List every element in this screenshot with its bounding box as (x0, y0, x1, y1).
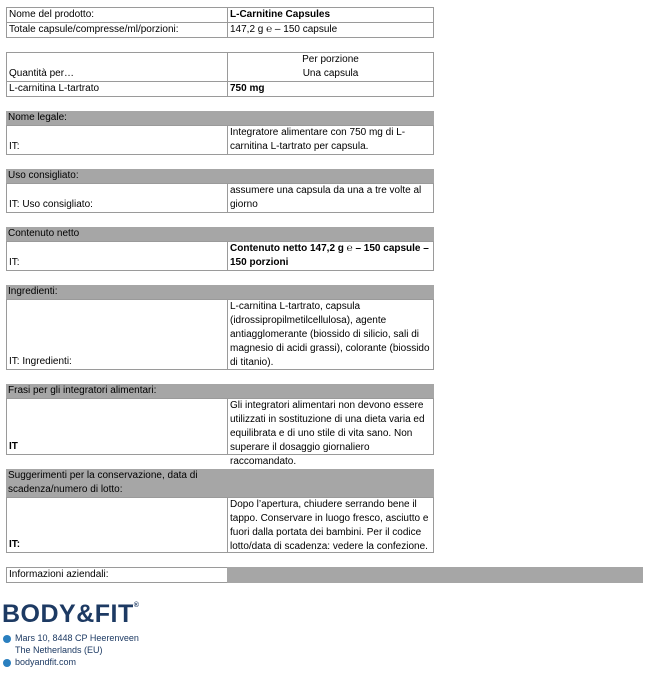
legal-name-lang: IT: (6, 125, 228, 155)
product-name-label: Nome del prodotto: (6, 7, 228, 23)
per-serving-line2: Una capsula (302, 68, 359, 79)
address-line1: Mars 10, 8448 CP Heerenveen (15, 633, 139, 643)
net-content-text: Contenuto netto 147,2 g ℮ – 150 capsule – 150 porzioni (227, 241, 434, 271)
usage-text: assumere una capsula da una a tre volte al giorno (227, 183, 434, 213)
legal-name-header: Nome legale: (6, 111, 434, 126)
ingredient-value: 750 mg (227, 81, 434, 97)
company-bar (227, 567, 643, 583)
total-label: Totale capsule/compresse/ml/porzioni: (6, 22, 228, 38)
net-content-header: Contenuto netto (6, 227, 434, 242)
total-value: 147,2 g ℮ – 150 capsule (227, 22, 434, 38)
storage-lang: IT: (6, 497, 228, 553)
per-serving-header (227, 52, 434, 82)
location-pin-icon (3, 635, 11, 643)
warnings-lang: IT (6, 398, 228, 455)
company-label: Informazioni aziendali: (6, 567, 228, 583)
storage-text: Dopo l’apertura, chiudere serrando bene il tappo. Conservare in luogo fresco, asciutto e fuori dalla portata dei bambini. Per il codice lotto/data di scadenza: vedere la confezione. (227, 497, 434, 553)
product-name-value: L-Carnitine Capsules (227, 7, 434, 23)
quantity-label: Quantità per… (6, 52, 228, 82)
globe-icon (3, 659, 11, 667)
usage-header: Uso consigliato: (6, 169, 434, 184)
ingredients-text: L-carnitina L-tartrato, capsula (idrossipropilmetilcellulosa), agente antiagglomerante (biossido di silicio, sali di magnesio di acidi grassi), colorante (biossido di titanio). (227, 299, 434, 370)
legal-name-text: Integratore alimentare con 750 mg di L-carnitina L-tartrato per capsula. (227, 125, 434, 155)
per-serving-line1: Per porzione (302, 54, 359, 65)
storage-header: Suggerimenti per la conservazione, data di scadenza/numero di lotto: (6, 469, 434, 498)
usage-lang: IT: Uso consigliato: (6, 183, 228, 213)
warnings-header: Frasi per gli integratori alimentari: (6, 384, 434, 399)
registered-mark: ® (133, 602, 140, 609)
website[interactable]: bodyandfit.com (15, 657, 77, 667)
brand-logo-text: BODY&FIT (2, 600, 134, 628)
ingredients-header: Ingredienti: (6, 285, 434, 300)
address-block (3, 632, 139, 668)
net-content-lang: IT: (6, 241, 228, 271)
brand-logo (2, 600, 139, 629)
warnings-text: Gli integratori alimentari non devono essere utilizzati in sostituzione di una dieta varia ed equilibrata e di uno stile di vita sano. Non superare il dosaggio giornaliero raccomandato. (227, 398, 434, 455)
ingredient-label: L-carnitina L-tartrato (6, 81, 228, 97)
address-line2: The Netherlands (EU) (15, 645, 103, 655)
ingredients-lang: IT: Ingredienti: (6, 299, 228, 370)
